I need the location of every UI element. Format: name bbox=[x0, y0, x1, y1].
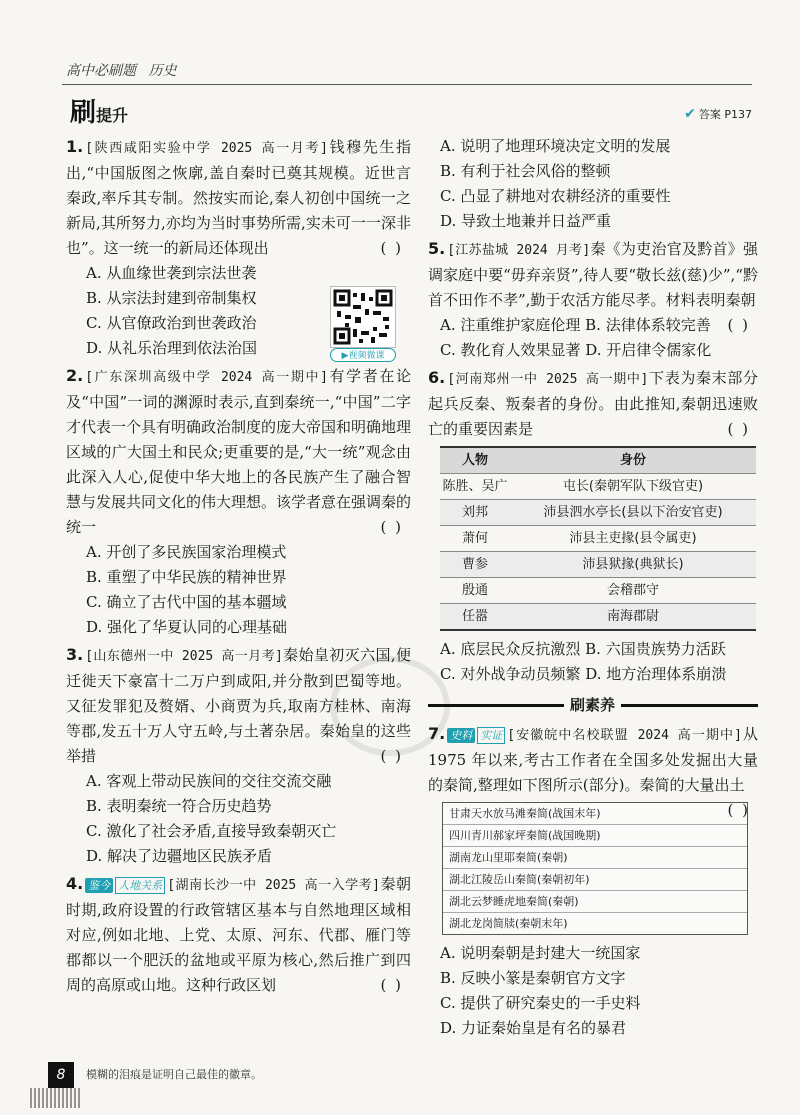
option-b[interactable]: B. 反映小篆是秦朝官方文字 bbox=[440, 969, 626, 987]
question-7 bbox=[428, 721, 758, 1041]
tag-shizheng: 实证 bbox=[477, 727, 505, 744]
check-icon: ✔ bbox=[684, 106, 696, 122]
question-text: 下表为秦末部分起兵反秦、叛秦者的身份。由此推知,秦朝迅速败亡的重要因素是 bbox=[428, 369, 758, 438]
table-cell: 南海郡尉 bbox=[510, 604, 756, 631]
section-banner bbox=[428, 693, 758, 717]
right-column bbox=[428, 134, 758, 1043]
answer-bracket[interactable]: ( ) bbox=[380, 239, 403, 257]
table-cell: 屯长(秦朝军队下级官吏) bbox=[510, 474, 756, 500]
table-cell: 曹参 bbox=[440, 552, 510, 578]
question-1 bbox=[66, 134, 411, 361]
left-column bbox=[66, 134, 411, 1000]
option-a[interactable]: A. 开创了多民族国家治理模式 bbox=[86, 543, 287, 561]
question-text: 秦始皇初灭六国,便迁徙天下豪富十二万户到咸阳,并分散到巴蜀等地。又征发罪犯及赘婿、小商贾为兵,取南方桂林、南海等郡,发五十万人守五岭,与土著杂居。秦始皇的这些举措 bbox=[66, 646, 411, 765]
option-a[interactable]: A. 从血缘世袭到宗法世袭 bbox=[86, 264, 257, 282]
option-cd[interactable]: C. 对外战争动员频繁 D. 地方治理体系崩溃 bbox=[440, 665, 727, 683]
table-row bbox=[440, 500, 756, 526]
question-text: 秦朝时期,政府设置的行政管辖区基本与自然地理区域相对应,例如北地、上党、太原、河东、代郡、雁门等郡都以一个肥沃的盆地或平原为核心,然后推广到四周的高原或山地。这种行政区划 bbox=[66, 875, 411, 994]
running-head: 高中必刷题 历史 bbox=[66, 63, 177, 79]
answer-bracket[interactable]: ( ) bbox=[727, 420, 750, 438]
option-b[interactable]: B. 从宗法封建到帝制集权 bbox=[86, 289, 257, 307]
question-number: 3. bbox=[66, 645, 84, 664]
question-text: 钱穆先生指出,“中国版图之恢廓,盖自秦时已奠其规模。近世言秦政,率斥其专制。然按实而论,秦人初创中国统一之新局,其所努力,亦均为当时事势所需,实未可一一深非也”。这一统一的新局还体现出 bbox=[66, 138, 411, 257]
question-source: [江苏盐城 2024 月考] bbox=[447, 243, 591, 258]
question-number: 6. bbox=[428, 368, 446, 387]
question-3-stem bbox=[66, 642, 411, 769]
table-row bbox=[440, 604, 756, 631]
bamboo-slips-list bbox=[442, 802, 748, 935]
option-b[interactable]: B. 重塑了中华民族的精神世界 bbox=[86, 568, 287, 586]
table-row bbox=[440, 526, 756, 552]
question-4-stem bbox=[66, 871, 411, 998]
question-text: 从 1975 年以来,考古工作者在全国多处发掘出大量的秦简,整理如下图所示(部分)。秦简的大量出土 bbox=[428, 725, 758, 794]
option-d[interactable]: D. 强化了华夏认同的心理基础 bbox=[86, 618, 288, 636]
section-title: 刷素养 bbox=[564, 693, 621, 717]
footer-motto: 模糊的泪痕是证明自己最佳的徽章。 bbox=[86, 1068, 262, 1081]
answer-reference bbox=[684, 106, 752, 122]
table-cell: 陈胜、吴广 bbox=[440, 474, 510, 500]
tag-shiliao: 史料 bbox=[447, 728, 475, 743]
question-text: 秦《为吏治官及黔首》强调家庭中要“毋弃亲贤”,待人要“敬长兹(慈)少”,“黔首不田作不孝”,勤于农活方能尽孝。材料表明秦朝 bbox=[428, 240, 758, 309]
table-cell: 沛县狱掾(典狱长) bbox=[510, 552, 756, 578]
brand-tisheng: 提升 bbox=[96, 106, 129, 125]
question-3 bbox=[66, 642, 411, 869]
option-d[interactable]: D. 导致土地兼并日益严重 bbox=[440, 212, 612, 230]
option-d[interactable]: D. 解决了边疆地区民族矛盾 bbox=[86, 847, 273, 865]
table-header: 人物 bbox=[440, 447, 510, 474]
question-source: [河南郑州一中 2025 高一期中] bbox=[447, 372, 649, 387]
section-brand bbox=[70, 92, 128, 129]
table-cell: 任嚣 bbox=[440, 604, 510, 631]
option-d[interactable]: D. 力证秦始皇是有名的暴君 bbox=[440, 1019, 627, 1037]
list-item: 甘肃天水放马滩秦简(战国末年) bbox=[443, 803, 747, 825]
video-lesson-label[interactable]: ▶视频微课 bbox=[330, 348, 396, 362]
question-2 bbox=[66, 363, 411, 640]
answer-bracket[interactable]: ( ) bbox=[380, 976, 403, 994]
option-a[interactable]: A. 客观上带动民族间的交往交流交融 bbox=[86, 772, 332, 790]
page-number: 8 bbox=[48, 1062, 74, 1088]
option-c[interactable]: C. 从官僚政治到世袭政治 bbox=[86, 314, 257, 332]
table-cell: 会稽郡守 bbox=[510, 578, 756, 604]
option-d[interactable]: D. 从礼乐治理到依法治国 bbox=[86, 339, 258, 357]
option-ab[interactable]: A. 注重维护家庭伦理 B. 法律体系较完善 bbox=[440, 316, 711, 334]
header-rule bbox=[62, 84, 752, 85]
option-b[interactable]: B. 有利于社会风俗的整顿 bbox=[440, 162, 611, 180]
answer-label: 答案 P137 bbox=[698, 108, 752, 121]
table-cell: 殷通 bbox=[440, 578, 510, 604]
question-1-stem bbox=[66, 134, 411, 261]
table-row bbox=[440, 474, 756, 500]
answer-bracket[interactable]: ( ) bbox=[727, 801, 750, 819]
question-source: [安徽皖中名校联盟 2024 高一期中] bbox=[507, 728, 742, 743]
option-c[interactable]: C. 凸显了耕地对农耕经济的重要性 bbox=[440, 187, 671, 205]
list-item: 湖北江陵岳山秦简(秦朝初年) bbox=[443, 869, 747, 891]
question-text: 有学者在论及“中国”一词的渊源时表示,直到秦统一,“中国”二字才代表一个具有明确政治制度的庞大帝国和明确地理区域的广大国土和民众;更重要的是,“大一统”观念由此深入人心,促使中华大地上的各民族产生了融合智慧与发展共同文化的伟大理想。该学者意在强调秦的统一 bbox=[66, 367, 412, 536]
answer-bracket[interactable]: ( ) bbox=[380, 518, 403, 536]
question-source: [山东德州一中 2025 高一月考] bbox=[85, 649, 283, 664]
answer-bracket[interactable]: ( ) bbox=[727, 316, 750, 334]
list-item: 湖北龙岗简牍(秦朝末年) bbox=[449, 917, 568, 930]
question-number: 7. bbox=[428, 724, 446, 743]
tag-rendi: 人地关系 bbox=[115, 877, 165, 894]
list-item: 湖北云梦睡虎地秦简(秦朝) bbox=[443, 891, 747, 913]
question-5 bbox=[428, 236, 758, 363]
brand-shua: 刷 bbox=[70, 98, 95, 128]
table-row bbox=[440, 578, 756, 604]
option-b[interactable]: B. 表明秦统一符合历史趋势 bbox=[86, 797, 272, 815]
list-item: 四川青川郝家坪秦简(战国晚期) bbox=[443, 825, 747, 847]
option-a[interactable]: A. 说明了地理环境决定文明的发展 bbox=[440, 137, 671, 155]
question-number: 2. bbox=[66, 366, 84, 385]
question-4-options bbox=[428, 134, 758, 234]
footer-decoration bbox=[30, 1088, 80, 1108]
answer-bracket[interactable]: ( ) bbox=[380, 747, 403, 765]
table-header-row bbox=[440, 447, 756, 474]
question-6 bbox=[428, 365, 758, 687]
table-header: 身份 bbox=[510, 447, 756, 474]
table-cell: 刘邦 bbox=[440, 500, 510, 526]
question-number: 4. bbox=[66, 874, 84, 893]
option-c[interactable]: C. 激化了社会矛盾,直接导致秦朝灭亡 bbox=[86, 822, 337, 840]
option-c[interactable]: C. 确立了古代中国的基本疆域 bbox=[86, 593, 287, 611]
question-number: 1. bbox=[66, 137, 84, 156]
option-c[interactable]: C. 提供了研究秦史的一手史料 bbox=[440, 994, 641, 1012]
question-4 bbox=[66, 871, 411, 998]
identity-table bbox=[440, 446, 756, 631]
option-cd[interactable]: C. 教化育人效果显著 D. 开启律令儒家化 bbox=[440, 341, 712, 359]
option-a[interactable]: A. 说明秦朝是封建大一统国家 bbox=[440, 944, 641, 962]
question-source: [湖南长沙一中 2025 高一入学考] bbox=[167, 878, 380, 893]
table-cell: 沛县泗水亭长(县以下治安官吏) bbox=[510, 500, 756, 526]
table-row bbox=[440, 552, 756, 578]
list-item: 湖南龙山里耶秦简(秦朝) bbox=[443, 847, 747, 869]
question-2-stem bbox=[66, 363, 411, 540]
table-cell: 沛县主吏掾(县令属吏) bbox=[510, 526, 756, 552]
tag-jianjin: 鉴今 bbox=[85, 878, 113, 893]
question-source: [陕西咸阳实验中学 2025 高一月考] bbox=[85, 141, 328, 156]
question-number: 5. bbox=[428, 239, 446, 258]
question-6-stem bbox=[428, 365, 758, 442]
option-ab[interactable]: A. 底层民众反抗激烈 B. 六国贵族势力活跃 bbox=[440, 640, 726, 658]
table-cell: 萧何 bbox=[440, 526, 510, 552]
question-source: [广东深圳高级中学 2024 高一期中] bbox=[85, 370, 328, 385]
